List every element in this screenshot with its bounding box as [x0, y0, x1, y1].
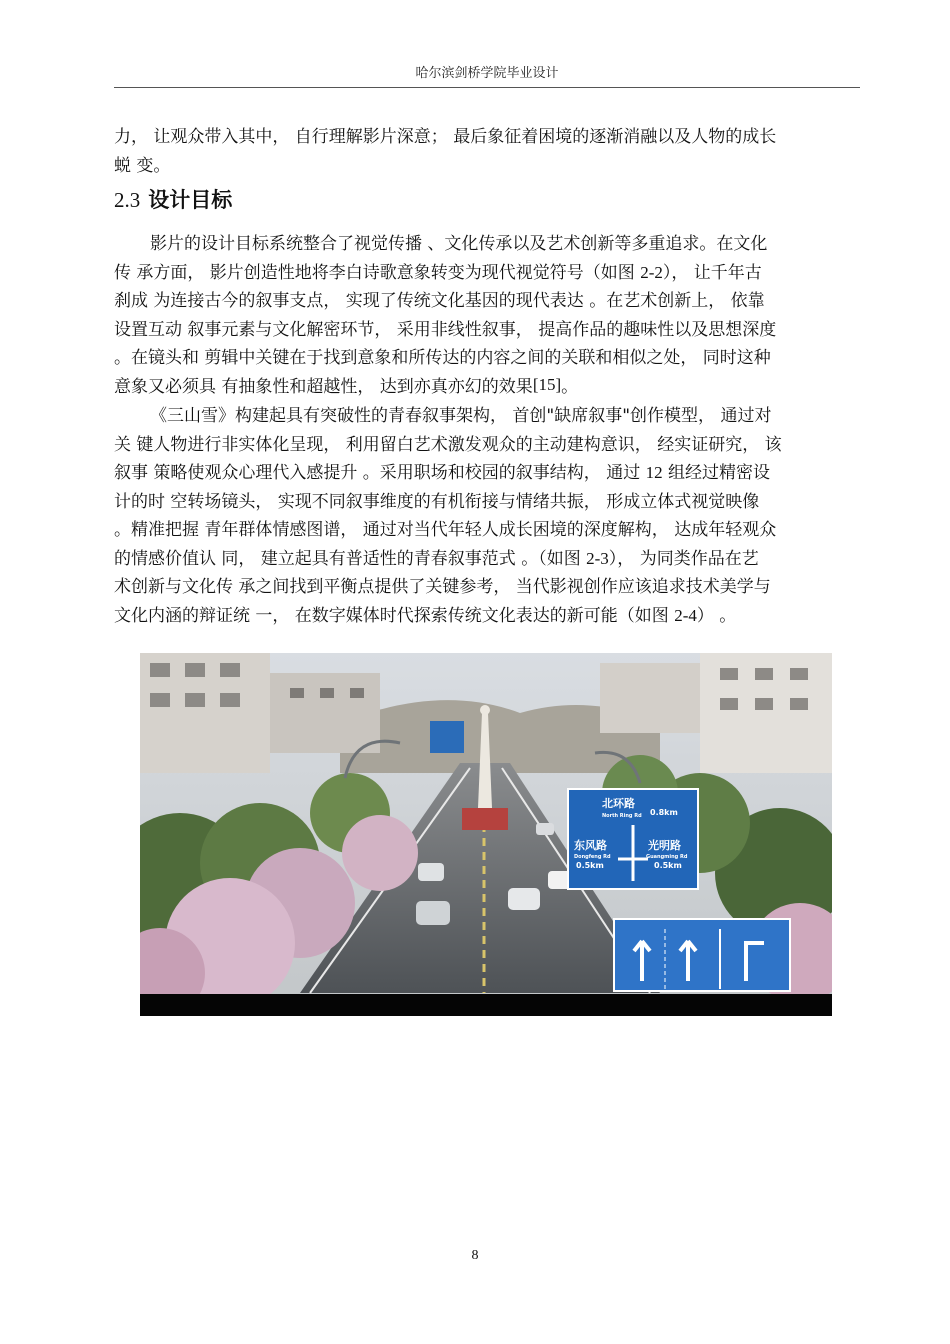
- sign-east-distance: 0.5km: [576, 861, 604, 870]
- p1-line-4: 设置互动 叙事元素与文化解密环节， 采用非线性叙事， 提高作品的趣味性以及思想深度: [114, 319, 777, 340]
- p2-line-3b: 组经过精密设: [662, 463, 771, 483]
- p2-figure-ref-2-3: 2-3: [586, 548, 609, 568]
- p1-line-5: 。在镜头和 剪辑中关键在于找到意象和所传达的内容之间的关联和相似之处， 同时这种: [114, 348, 771, 368]
- p1-figure-ref: 2-2: [640, 262, 663, 282]
- intro-line-1: 力， 让观众带入其中， 自行理解影片深意； 最后象征着困境的逐渐消融以及人物的成长: [114, 127, 777, 147]
- section-heading: [114, 184, 232, 214]
- street-photo-figure: [140, 653, 832, 1016]
- p2-figure-ref-2-4: 2-4: [674, 605, 697, 625]
- header-divider: [114, 87, 860, 88]
- p1-line-2b: ）， 让千年古: [662, 262, 762, 283]
- citation-15: [15]: [532, 374, 562, 394]
- design-goal-paragraph: [114, 230, 860, 401]
- sign-west-distance: 0.5km: [654, 861, 682, 870]
- sign-west-road: 光明路: [648, 839, 681, 852]
- p1-line-6-end: 。: [561, 376, 579, 397]
- p2-line-4: 计的时 空转场镜头， 实现不同叙事维度的有机衔接与情绪共振， 形成立体式视觉映像: [114, 491, 760, 512]
- p2-line-6b: ）， 为同类作品在艺: [608, 548, 759, 569]
- sign-east-road-en: Dongfeng Rd: [574, 854, 611, 860]
- p2-line-1: 《三山雪》构建起具有突破性的青春叙事架构， 首创"缺席叙事"创作模型， 通过对: [150, 406, 772, 426]
- sign-north-distance: 0.8km: [650, 808, 678, 817]
- p1-line-2a: 传 承方面， 影片创造性地将李白诗歌意象转变为现代视觉符号（如图: [114, 262, 641, 283]
- section-number: 2.3: [114, 188, 141, 212]
- p2-line-7: 术创新与文化传 承之间找到平衡点提供了关键参考， 当代影视创作应该追求技术美学与: [114, 577, 771, 597]
- p2-line-5: 。精准把握 青年群体情感图谱， 通过对当代年轻人成长困境的深度解构， 达成年轻观众: [114, 520, 777, 540]
- intro-line-2: 蜕 变。: [114, 155, 171, 176]
- narrative-paragraph: [114, 402, 860, 630]
- intro-paragraph: [114, 123, 860, 180]
- page-number: 8: [471, 1248, 479, 1263]
- street-scene-illustration: [140, 653, 832, 1016]
- sign-west-road-en: Guangming Rd: [646, 854, 688, 860]
- p2-line-8a: 文化内涵的辩证统 一， 在数字媒体时代探索传统文化表达的新可能（如图: [114, 605, 675, 626]
- p2-line-3a: 叙事 策略使观众心理代入感提升 。采用职场和校园的叙事结构， 通过: [114, 463, 646, 483]
- section-title: 设计目标: [148, 188, 233, 212]
- sign-east-road: 东风路: [574, 839, 607, 852]
- p2-line-8b: ） 。: [696, 605, 737, 626]
- p2-line-2: 关 键人物进行非实体化呈现， 利用留白艺术激发观众的主动建构意识， 经实证研究， 该: [114, 434, 782, 455]
- p1-line-1: 影片的设计目标系统整合了视觉传播 、文化传承以及艺术创新等多重追求。在文化: [150, 234, 768, 254]
- p2-shot-count: 12: [645, 463, 663, 482]
- p1-line-3: 刹成 为连接古今的叙事支点， 实现了传统文化基因的现代表达 。在艺术创新上， 依靠: [114, 291, 765, 311]
- sign-north-road: 北环路: [602, 797, 635, 810]
- p1-line-6: 意象又必须具 有抽象性和超越性， 达到亦真亦幻的效果: [114, 376, 533, 397]
- p2-line-6a: 的情感价值认 同， 建立起具有普适性的青春叙事范式 。（如图: [114, 548, 587, 569]
- sign-north-road-en: North Ring Rd: [602, 813, 642, 819]
- page-header: 哈尔滨剑桥学院毕业设计: [415, 66, 559, 81]
